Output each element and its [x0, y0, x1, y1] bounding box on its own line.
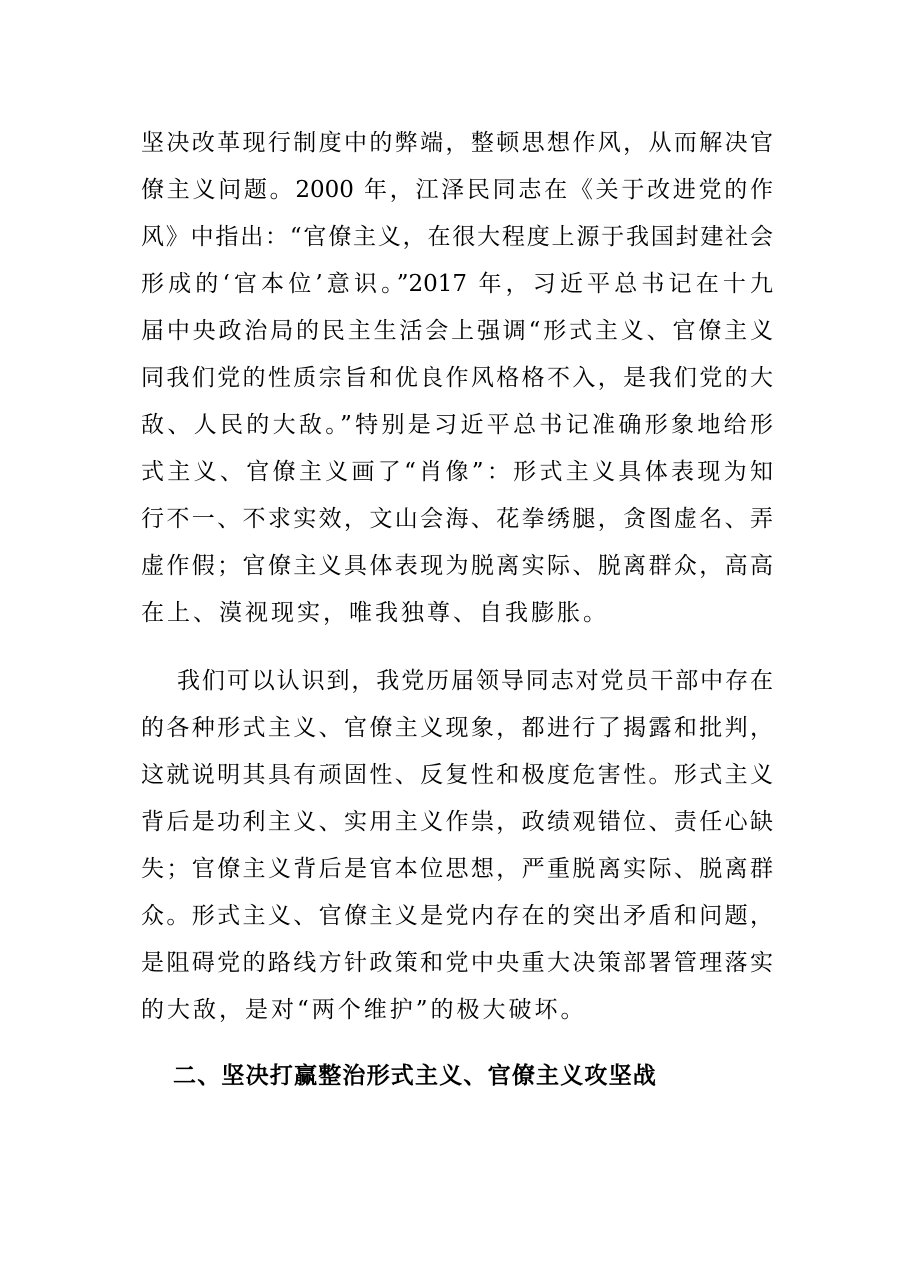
- paragraph-line: 僚主义问题。2000 年，江泽民同志在《关于改进党的作: [141, 177, 773, 203]
- paragraph-line: 我们可以认识到，我党历届领导同志对党员干部中存在: [177, 668, 773, 694]
- paragraph-line: 敌、人民的大敌。”特别是习近平总书记准确形象地给形: [141, 412, 773, 438]
- paragraph-line: 的各种形式主义、官僚主义现象，都进行了揭露和批判，: [141, 715, 773, 741]
- paragraph-line: 式主义、官僚主义画了“肖像”：形式主义具体表现为知: [141, 459, 773, 485]
- paragraph-line: 风》中指出：“官僚主义，在很大程度上源于我国封建社会: [141, 224, 773, 250]
- paragraph-line: 同我们党的性质宗旨和优良作风格格不入，是我们党的大: [141, 365, 773, 391]
- paragraph-line: 形成的‘官本位’意识。”2017 年，习近平总书记在十九: [141, 271, 773, 297]
- section-heading: 二、坚决打赢整治形式主义、官僚主义攻坚战: [173, 1063, 657, 1089]
- paragraph-line: 众。形式主义、官僚主义是党内存在的突出矛盾和问题，: [141, 903, 773, 929]
- paragraph-line: 虚作假；官僚主义具体表现为脱离实际、脱离群众，高高: [141, 553, 773, 579]
- paragraph-line: 这就说明其具有顽固性、反复性和极度危害性。形式主义: [141, 762, 773, 788]
- paragraph-line: 在上、漠视现实，唯我独尊、自我膨胀。: [141, 600, 609, 626]
- paragraph-line: 届中央政治局的民主生活会上强调“形式主义、官僚主义: [141, 318, 773, 344]
- paragraph-line: 的大敌，是对“两个维护”的极大破坏。: [141, 997, 587, 1023]
- paragraph-line: 是阻碍党的路线方针政策和党中央重大决策部署管理落实: [141, 950, 773, 976]
- paragraph-line: 失；官僚主义背后是官本位思想，严重脱离实际、脱离群: [141, 856, 773, 882]
- paragraph-line: 行不一、不求实效，文山会海、花拳绣腿，贪图虚名、弄: [141, 506, 773, 532]
- paragraph-line: 背后是功利主义、实用主义作祟，政绩观错位、责任心缺: [141, 809, 773, 835]
- paragraph-line: 坚决改革现行制度中的弊端，整顿思想作风，从而解决官: [141, 130, 773, 156]
